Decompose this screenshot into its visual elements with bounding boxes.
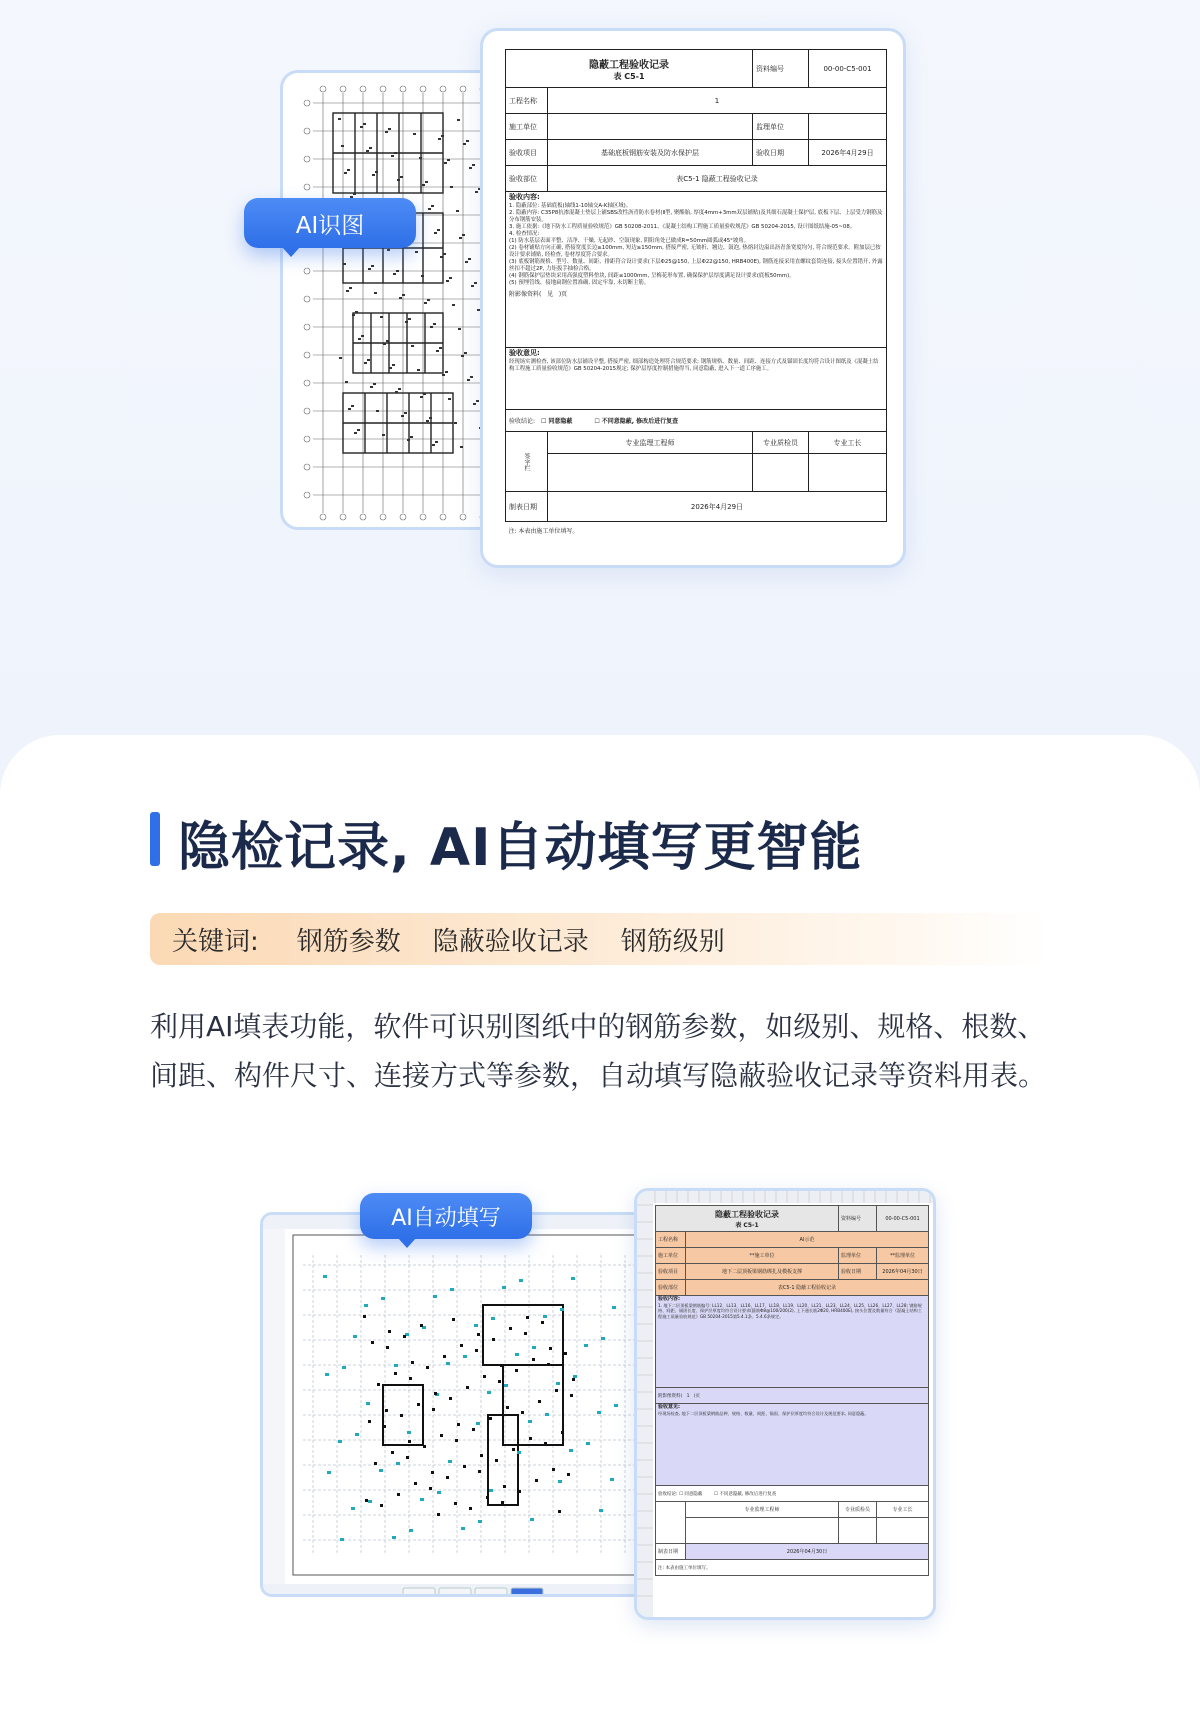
contractor-label: 施工单位 bbox=[506, 114, 548, 140]
sheet-date-label: 验收日期 bbox=[839, 1264, 877, 1280]
project-label: 工程名称 bbox=[506, 88, 548, 114]
opinion-text: 经现场实测检查, 该部位防水层铺设平整, 搭接严密, 细部构造处理符合规范要求; 钢筋规格、数量、间距、连接方式及锚固长度均符合设计图纸及《混凝土结构工程施工质量验收规范》GB 50204-2015规定; 保护层厚度控制措施得当, 同意隐蔽, 进入下一道工序施工。 bbox=[509, 359, 879, 372]
keyword-item: 隐蔽验收记录 bbox=[432, 926, 589, 957]
disagree-option[interactable]: ☐ 不同意隐蔽, 修改后进行复查 bbox=[594, 418, 679, 425]
part-label: 验收部位 bbox=[506, 166, 548, 192]
keyword-bar bbox=[150, 913, 1050, 965]
section-title: 隐检记录, AI自动填写更智能 bbox=[178, 818, 863, 878]
sheet-sign-supervisor: 专业监理工程师 bbox=[686, 1502, 839, 1518]
date-value: 2026年4月29日 bbox=[809, 140, 887, 166]
content-line: (2) 卷材铺贴方向正确, 搭接宽度长边≥100mm, 短边≥150mm, 搭接严密, 无皱折、翘边、鼓泡, 热熔封边溢出沥青条宽度均匀, 符合规范要求。附加层已按设计要求铺贴, 经检查, 卷材厚度符合要求。 bbox=[509, 245, 881, 258]
date-label: 验收日期 bbox=[753, 140, 809, 166]
sheet-contractor-value[interactable]: **施工单位 bbox=[686, 1248, 839, 1264]
sheet-item-value[interactable]: 地下二层顶板梁钢筋绑扎及模板支撑 bbox=[686, 1264, 839, 1280]
attach-count: 见 bbox=[547, 291, 554, 298]
form-subtitle: 表 C5-1 bbox=[613, 71, 645, 81]
attachment-line bbox=[509, 291, 883, 298]
content-line: (4) 钢筋保护层垫块采用高强度塑料垫块, 间距≤1000mm, 呈梅花形布置, 确保保护层厚度满足设计要求(底板50mm)。 bbox=[509, 273, 795, 279]
sign-col-supervisor: 专业监理工程师 bbox=[548, 432, 753, 454]
title-accent-bar bbox=[150, 812, 160, 866]
made-date-value: 2026年4月29日 bbox=[548, 492, 887, 522]
sheet-content-text[interactable]: 1. 地下二层顶板梁钢筋编号: LL12、LL13、LL16、LL17、LL18、LL19、LL20、LL21、LL23、LL24、LL25、LL26、LL27、LL28; 钢筋规格、间距、锚固长度、保护层厚度均符合设计要求(箍筋Φ8@100/200(2), 上下通长筋2Φ20, HRB400E), 接头位置及数量符合《混凝土结构工程施工质量验收规范》GB 50204-2015第5.4.1条、5.4.6条规定。 bbox=[658, 1302, 923, 1319]
sheet-contractor-label: 施工单位 bbox=[656, 1248, 686, 1264]
project-value: 1 bbox=[548, 88, 887, 114]
sheet-supervisor-value[interactable]: **监理单位 bbox=[877, 1248, 929, 1264]
filled-inspection-sheet bbox=[655, 1205, 929, 1576]
item-value: 基础底板钢筋安装及防水保护层 bbox=[548, 140, 753, 166]
item-label: 验收项目 bbox=[506, 140, 548, 166]
supervisor-label: 监理单位 bbox=[753, 114, 809, 140]
attach-end: )页 bbox=[558, 291, 568, 298]
ai-recognize-label: AI识图 bbox=[295, 212, 365, 239]
cad-floor-plan bbox=[263, 1215, 670, 1597]
content-line: 4. 检查情况: bbox=[509, 231, 540, 237]
row-header-strip bbox=[637, 1191, 653, 1620]
inspection-form-table bbox=[505, 49, 887, 537]
sheet-opinion-text[interactable]: 经现场检查, 地下二层顶板梁钢筋品种、规格、数量、间距、锚固、保护层厚度均符合设计及规范要求, 同意隐蔽。 bbox=[658, 1410, 869, 1416]
sheet-subtitle: 表 C5-1 bbox=[735, 1221, 759, 1229]
sheet-sign-foreman: 专业工长 bbox=[877, 1502, 929, 1518]
content-line: 3. 施工依据:《地下防水工程质量验收规范》GB 50208-2011、《混凝土结构工程施工质量验收规范》GB 50204-2015, 设计图纸结施-05~08。 bbox=[509, 224, 856, 230]
sheet-sign-inspector: 专业质检员 bbox=[839, 1502, 877, 1518]
sheet-opinion-label: 验收意见: bbox=[658, 1404, 680, 1410]
sheet-title: 隐蔽工程验收记录 bbox=[715, 1209, 779, 1219]
content-cell bbox=[506, 192, 887, 348]
filled-sheet-screenshot bbox=[634, 1188, 936, 1620]
sheet-doc-no[interactable]: 00-00-C5-001 bbox=[877, 1206, 929, 1232]
sheet-made-date-value[interactable]: 2026年04月30日 bbox=[686, 1544, 929, 1560]
sheet-part-value[interactable]: 表C5-1 隐蔽工程验收记录 bbox=[686, 1280, 929, 1296]
sign-label: 签字栏 bbox=[506, 432, 548, 492]
inspection-form-preview bbox=[480, 28, 906, 568]
sheet-attach-label: 附影像资料( bbox=[658, 1393, 683, 1399]
sheet-date-value[interactable]: 2026年04月30日 bbox=[877, 1264, 929, 1280]
hero-section bbox=[0, 0, 1200, 745]
sheet-made-date-label: 制表日期 bbox=[656, 1544, 686, 1560]
form-title: 隐蔽工程验收记录 bbox=[589, 59, 669, 71]
content-line: (5) 预埋管线、接地扁钢位置准确, 固定牢靠, 未切断主筋。 bbox=[509, 280, 650, 286]
opinion-label: 验收意见: bbox=[509, 349, 540, 357]
sheet-disagree-option[interactable]: ☐ 不同意隐蔽, 修改后进行复查 bbox=[713, 1491, 777, 1497]
ai-fill-badge bbox=[360, 1193, 532, 1239]
form-note: 注: 本表由施工单位填写。 bbox=[508, 528, 579, 535]
part-value: 表C5-1 隐蔽工程验收记录 bbox=[548, 166, 887, 192]
doc-no-label: 资料编号 bbox=[753, 50, 809, 88]
content-label: 验收内容: bbox=[509, 193, 540, 201]
sheet-supervisor-label: 监理单位 bbox=[839, 1248, 877, 1264]
sheet-conclusion-label: 验收结论: bbox=[658, 1491, 678, 1497]
conclusion-label: 验收结论: bbox=[509, 418, 536, 425]
sheet-doc-no-label: 资料编号 bbox=[839, 1206, 877, 1232]
ai-fill-label: AI自动填写 bbox=[391, 1205, 501, 1231]
doc-no-value: 00-00-C5-001 bbox=[809, 50, 887, 88]
attach-label: 附影像资料( bbox=[509, 291, 542, 298]
keyword-item: 钢筋级别 bbox=[620, 926, 725, 957]
sheet-part-label: 验收部位 bbox=[656, 1280, 686, 1296]
column-header-strip bbox=[637, 1191, 936, 1203]
content-line: (1) 防水基层表面平整、洁净、干燥, 无起砂、空鼓现象, 阴阳角处已做成R=50mm圆弧或45°坡角。 bbox=[509, 238, 750, 244]
section-description: 利用AI填表功能，软件可识别图纸中的钢筋参数，如级别、规格、根数、间距、构件尺寸、连接方式等参数，自动填写隐蔽验收记录等资料用表。 bbox=[150, 1010, 1047, 1092]
made-date-label: 制表日期 bbox=[506, 492, 548, 522]
sign-col-inspector: 专业质检员 bbox=[753, 432, 809, 454]
sheet-project-label: 工程名称 bbox=[656, 1232, 686, 1248]
sheet-content-label: 验收内容: bbox=[658, 1296, 680, 1302]
keyword-item: 钢筋参数 bbox=[296, 926, 401, 957]
sheet-attach-end: )页 bbox=[693, 1393, 700, 1399]
ai-recognize-badge bbox=[244, 198, 416, 248]
sheet-item-label: 验收项目 bbox=[656, 1264, 686, 1280]
cad-window-screenshot bbox=[260, 1212, 670, 1597]
sheet-project-value[interactable]: AI示范 bbox=[686, 1232, 929, 1248]
sheet-agree-option[interactable]: ☐ 同意隐蔽 bbox=[678, 1491, 703, 1497]
agree-option[interactable]: ☐ 同意隐蔽 bbox=[540, 418, 573, 425]
keywords-prefix: 关键词: bbox=[172, 926, 259, 957]
content-line: (3) 底板钢筋规格、型号、数量、间距、排距符合设计要求(下层Φ25@150, 上层Φ22@150, HRB400E), 钢筋连接采用直螺纹套筒连接, 接头位置错开, 外露丝扣不超过2P, 力矩扳手抽检合格。 bbox=[509, 259, 883, 272]
content-line: 2. 隐蔽内容: C35P8抗渗混凝土垫层上铺SBS改性沥青防水卷材(Ⅱ型, 聚酯胎, 厚度4mm+3mm双层铺贴)及其细石混凝土保护层, 底板下层、上层受力钢筋及分布钢筋安装。 bbox=[509, 210, 883, 223]
sheet-note: 注: 本表由施工单位填写。 bbox=[656, 1560, 929, 1576]
content-line: 1. 隐蔽部位: 基础底板(轴线1-10轴交A-K轴区域)。 bbox=[509, 203, 632, 209]
sign-col-foreman: 专业工长 bbox=[809, 432, 887, 454]
sheet-attach-count[interactable]: 1 bbox=[686, 1393, 690, 1399]
